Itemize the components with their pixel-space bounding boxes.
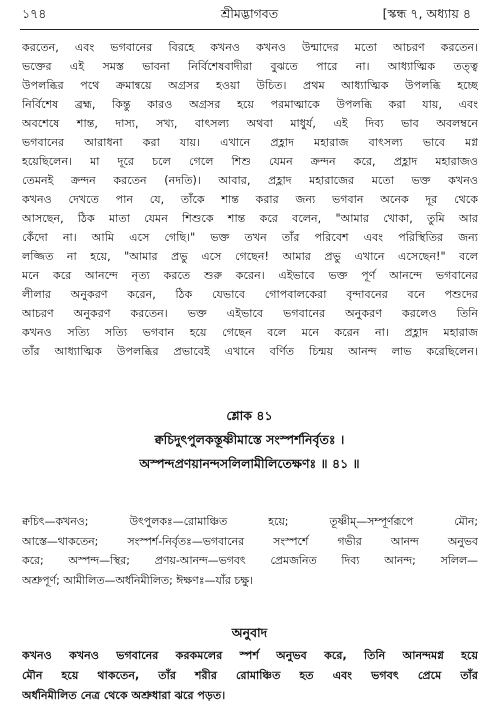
verse-line-1: ক্বচিদুৎপুলকস্তূষ্ণীমাস্তে সংস্পর্শনির্বৃতঃ ।: [154, 432, 345, 447]
purport-line: মনে করে আনন্দে নৃত্য করতে শুরু করেন। এইভাবে ভক্ত পূর্ণ আনন্দে ভগবানের: [22, 269, 478, 282]
purport-line: তাঁর আধ্যাত্মিক উপলব্ধির প্রভাবেই এখানে বর্ণিত চিন্ময় আনন্দ লাভ করেছিলেন।: [22, 345, 478, 358]
purport-line: কখনও সত্যি সত্যি ভগবান হয়ে গেছেন বলে মনে করেন না। প্রহ্লাদ মহারাজ: [22, 326, 478, 339]
synonym-line: অশ্রুপূর্ণ; আমীলিত—অর্ধনিমীলিত; ঈক্ষণঃ—যাঁর চক্ষু।: [22, 573, 253, 587]
translation-heading: অনুবাদ: [231, 625, 268, 640]
page-number: ১৭৪: [22, 6, 47, 21]
purport-line: ভক্তের এই সমস্ত ভাবনা নির্বিশেষবাদীরা বুঝতে পারে না। আধ্যাত্মিক তত্ত্ব: [22, 60, 478, 73]
verse-line-2: অস্পন্দপ্রণয়ানন্দসলিলামীলিতেক্ষণঃ ॥ ৪১ ॥: [139, 456, 360, 471]
section-reference: [স্কন্ধ ৭, অধ্যায় ৪: [382, 6, 471, 21]
header-rule: [20, 29, 479, 30]
synonym-line: আস্তে—থাকতেন; সংস্পর্শ-নির্বৃতঃ—ভগবানের সংস্পর্শে গভীর আনন্দ অনুভব: [22, 534, 478, 548]
purport-line: করতেন, এবং ভগবানের বিরহে কখনও কখনও উন্মাদের মতো আচরণ করতেন।: [22, 41, 478, 54]
running-header: [0, 6, 499, 26]
purport-line: আসছেন, ঠিক মাতা যেমন শিশুকে শান্ত করে বলেন, "আমার খোকা, তুমি আর: [22, 212, 478, 225]
purport-paragraph: [22, 38, 478, 361]
purport-line: আচরণ অনুকরণ করতেন। ভক্ত এইভাবে ভগবানের অনুকরণ করলেও তিনি: [22, 307, 478, 320]
purport-line: হয়েছিলেন। মা দূরে চলে গেলে শিশু যেমন ক্রন্দন করে, প্রহ্লাদ মহারাজও: [22, 155, 478, 168]
purport-line: ভগবানের আরাধনা করা যায়। এখানে প্রহ্লাদ মহারাজ বাৎসল্য ভাবে মগ্ন: [22, 136, 478, 149]
purport-line: কখনও দেখতে পান যে, তাঁকে শান্ত করার জন্য ভগবান অনেক দূর থেকে: [22, 193, 478, 206]
synonym-line: করে; অস্পন্দ—স্থির; প্রণয়-আনন্দ—ভগবৎ প্রেমজনিত দিব্য আনন্দ; সলিল—: [22, 554, 478, 567]
translation-text: [22, 646, 478, 706]
purport-line: উপলব্ধির পথে ক্রমান্বয়ে অগ্রসর হওয়া উচিত। প্রথম আধ্যাত্মিক উপলব্ধি হচ্ছে: [22, 79, 478, 92]
purport-line: কেঁদো না। আমি এসে গেছি।" ভক্ত তখন তাঁর পরিবেশ এবং পরিস্থিতির জন্য: [22, 231, 478, 244]
purport-line: লীলার অনুকরণ করেন, ঠিক যেভাবে গোপবালকেরা বৃন্দাবনের বনে পশুদের: [22, 288, 478, 301]
purport-line: অবশেষে শান্ত, দাস্য, সখ্য, বাৎসল্য অথবা মাধুর্য, এই দিব্য ভাব অবলম্বনে: [22, 117, 478, 130]
translation-line: মৌন হয়ে থাকতেন, তাঁর শরীর রোমাঞ্চিত হত এবং ভগবৎ প্রেমে তাঁর: [22, 669, 478, 682]
purport-line: লজ্জিত না হয়ে, "আমার প্রভু এসে গেছেন! আমার প্রভু এখানে এসেছেন!" বলে: [22, 250, 478, 263]
translation-line: কখনও কখনও ভগবানের করকমলের স্পর্শ অনুভব করে, তিনি আনন্দমগ্ন হয়ে: [22, 649, 478, 662]
synonym-line: ক্বচিৎ—কখনও; উৎপুলকঃ—রোমাঞ্চিত হয়ে; তূষ্ণীম্—সম্পূর্ণরূপে মৌন;: [22, 515, 478, 528]
book-title: শ্রীমদ্ভাগবত: [220, 6, 279, 21]
purport-line: নির্বিশেষ ব্রহ্ম, কিন্তু কারও অগ্রসর হয়ে পরমাত্মাকে উপলব্ধি করা যায়, এবং: [22, 98, 478, 111]
purport-line: তেমনই ক্রন্দন করতেন (নদতি)। আবার, প্রহ্লাদ মহারাজের মতো ভক্ত কখনও: [22, 174, 478, 187]
synonyms: [22, 512, 478, 590]
verse-heading: শ্লোক ৪১: [226, 408, 273, 423]
translation-line: অর্ধনিমীলিত নেত্র থেকে অশ্রুধারা ঝরে পড়ত।: [22, 689, 226, 702]
